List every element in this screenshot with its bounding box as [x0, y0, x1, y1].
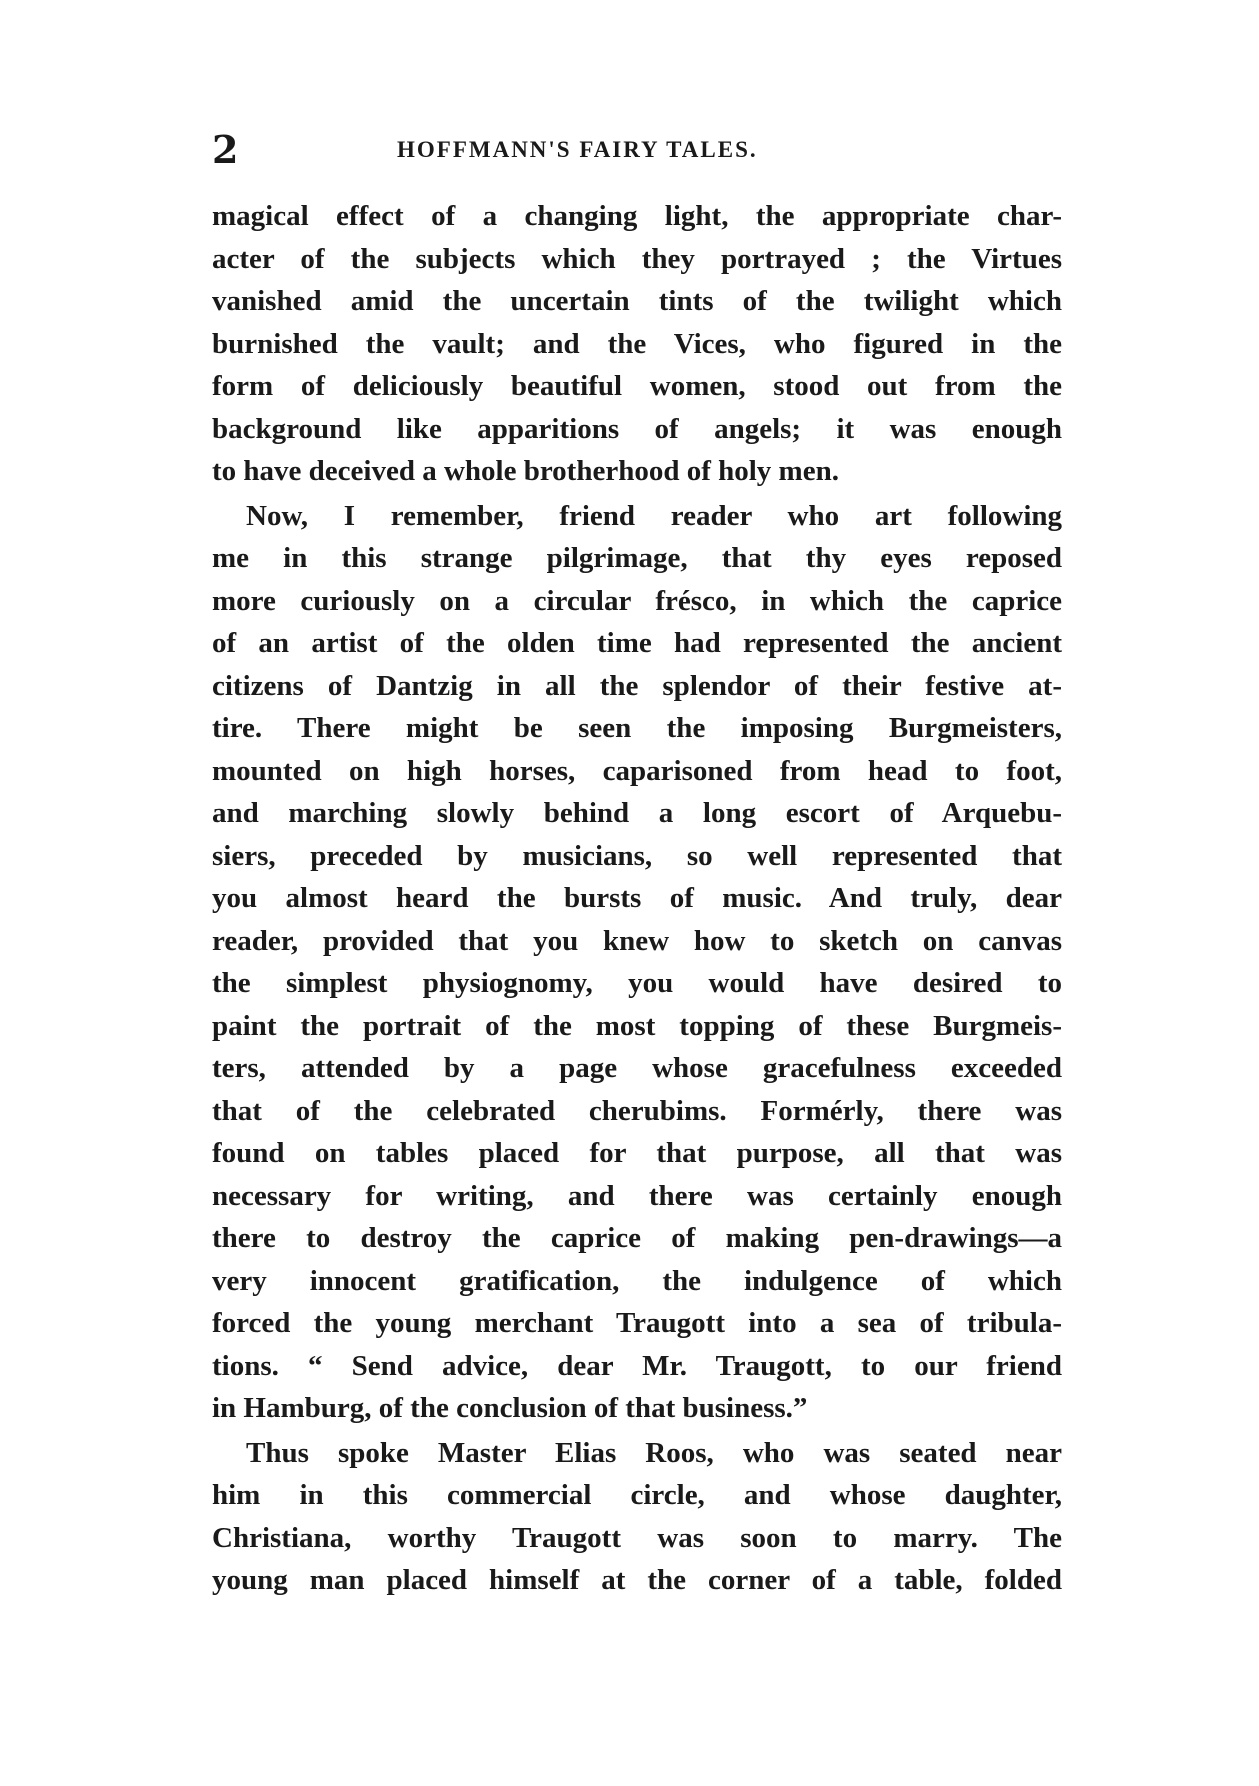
text-line: you almost heard the bursts of music. And truly, dear [212, 882, 1062, 914]
text-line: to have deceived a whole brotherhood of holy men. [212, 455, 839, 487]
text-line: in Hamburg, of the conclusion of that business.” [212, 1392, 808, 1424]
text-line: that of the celebrated cherubims. Formérly, there was [212, 1094, 1062, 1127]
text-line: him in this commercial circle, and whose daughter, [212, 1479, 1062, 1511]
text-line: form of deliciously beautiful women, stood out from the [212, 370, 1062, 402]
paragraph [212, 195, 1062, 493]
text-line: paint the portrait of the most topping of these Burgmeis- [212, 1009, 1062, 1042]
text-line: reader, provided that you knew how to sketch on canvas [212, 924, 1062, 957]
text-line: and marching slowly behind a long escort of Arquebu- [212, 797, 1062, 829]
text-line: acter of the subjects which they portrayed ; the Virtues [212, 242, 1062, 275]
text-line: there to destroy the caprice of making pen-drawings—a [212, 1222, 1062, 1254]
page-header [212, 126, 1062, 174]
body-text [212, 195, 1062, 1602]
text-line: me in this strange pilgrimage, that thy eyes reposed [212, 542, 1062, 574]
text-line: Christiana, worthy Traugott was soon to marry. The [212, 1521, 1062, 1554]
paragraph [212, 495, 1062, 1430]
text-line: found on tables placed for that purpose, all that was [212, 1137, 1062, 1169]
running-head: HOFFMANN'S FAIRY TALES. [397, 137, 758, 162]
text-line: more curiously on a circular frésco, in which the caprice [212, 584, 1062, 617]
text-line: vanished amid the uncertain tints of the twilight which [212, 285, 1062, 317]
page-number: 2 [212, 127, 239, 172]
text-line: background like apparitions of angels; it was enough [212, 412, 1062, 445]
text-line: tire. There might be seen the imposing Burgmeisters, [212, 712, 1062, 744]
text-line: young man placed himself at the corner of a table, folded [212, 1564, 1062, 1596]
text-line: tions. “ Send advice, dear Mr. Traugott, to our friend [212, 1349, 1062, 1382]
text-line: forced the young merchant Traugott into a sea of tribula- [212, 1307, 1062, 1339]
text-line: citizens of Dantzig in all the splendor of their festive at- [212, 669, 1062, 702]
text-line: the simplest physiognomy, you would have desired to [212, 967, 1062, 999]
text-line: magical effect of a changing light, the appropriate char- [212, 200, 1062, 232]
text-line: very innocent gratification, the indulgence of which [212, 1264, 1062, 1297]
text-line: Now, I remember, friend reader who art following [246, 499, 1062, 532]
text-line: siers, preceded by musicians, so well represented that [212, 839, 1062, 872]
paragraph [212, 1432, 1062, 1602]
text-line: burnished the vault; and the Vices, who figured in the [212, 327, 1062, 360]
text-line: of an artist of the olden time had represented the ancient [212, 627, 1062, 659]
text-line: Thus spoke Master Elias Roos, who was seated near [246, 1436, 1062, 1469]
text-line: mounted on high horses, caparisoned from head to foot, [212, 754, 1062, 787]
text-line: necessary for writing, and there was certainly enough [212, 1179, 1062, 1212]
text-line: ters, attended by a page whose gracefulness exceeded [212, 1052, 1062, 1084]
